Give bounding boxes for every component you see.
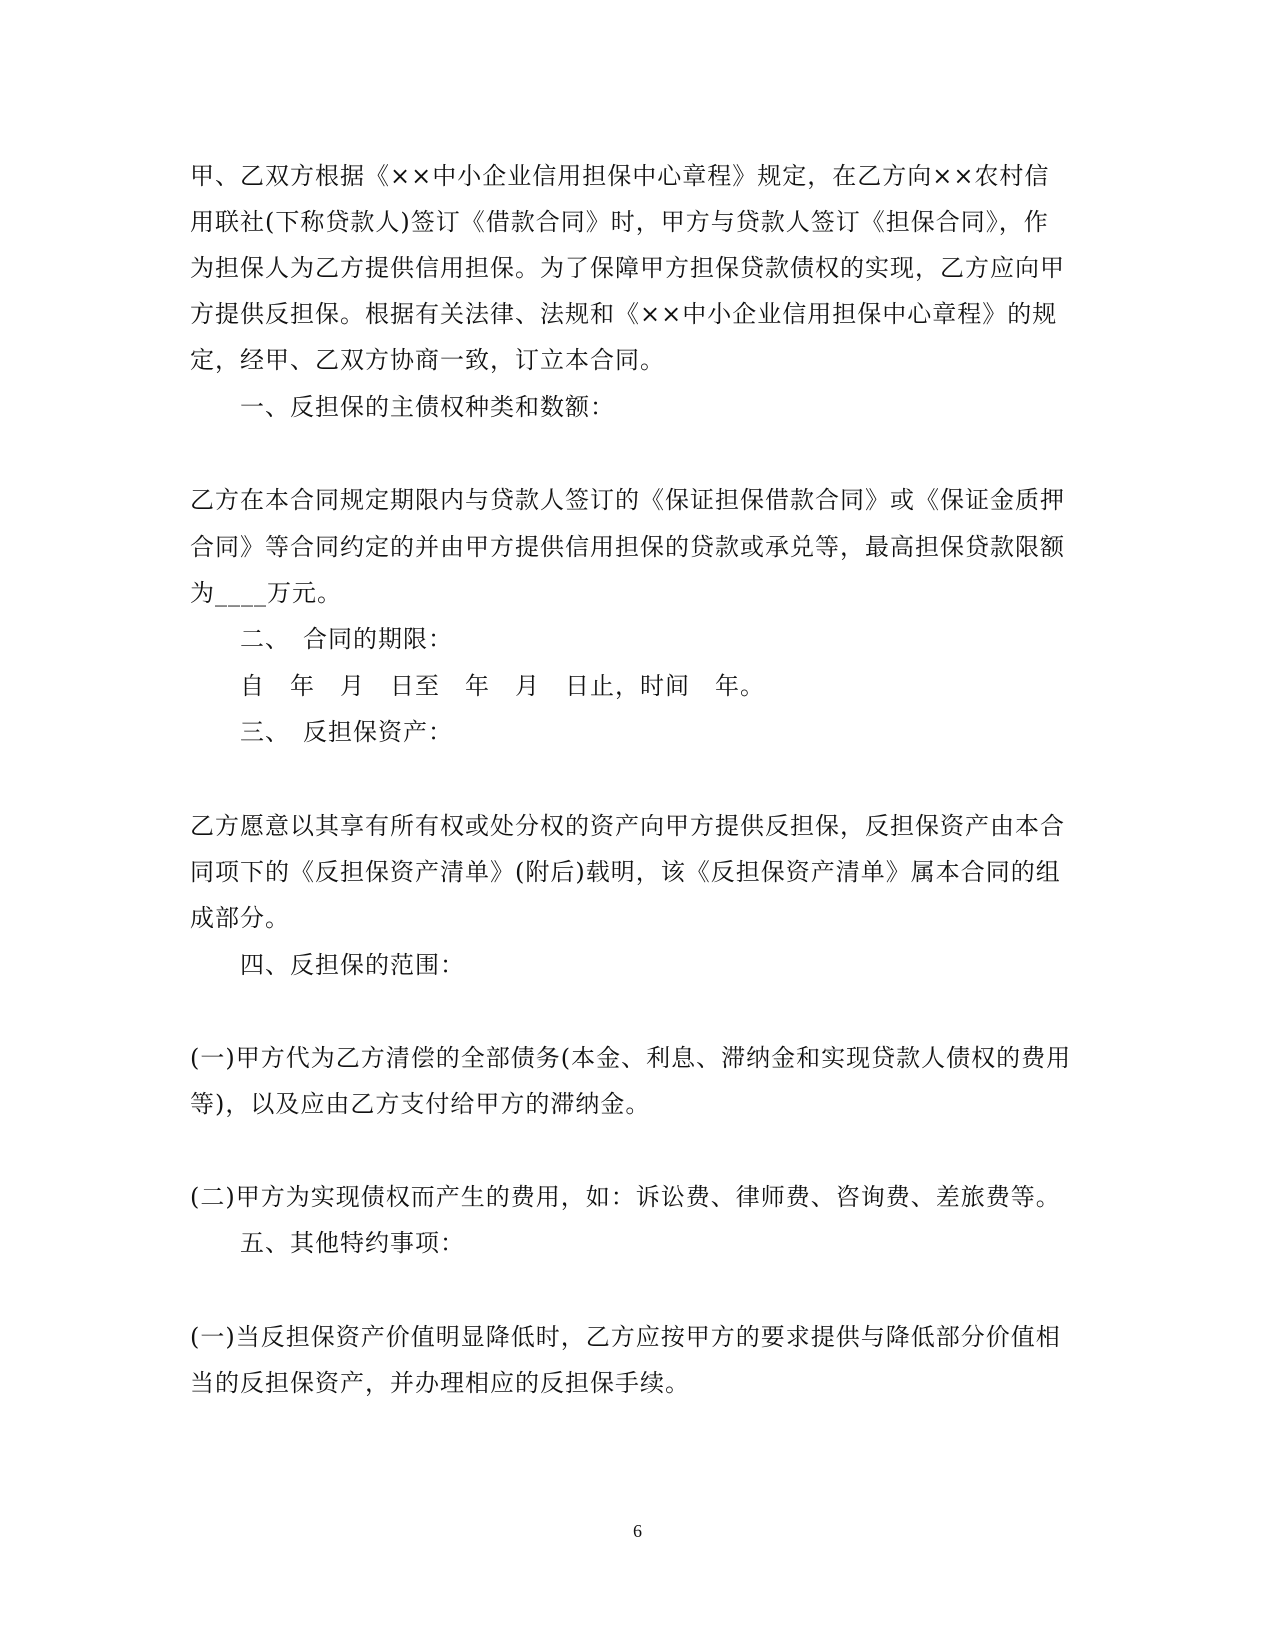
paragraph-line: 乙方愿意以其享有所有权或处分权的资产向甲方提供反担保，反担保资产由本合 (190, 812, 1065, 840)
paragraph-line: 合同》等合同约定的并由甲方提供信用担保的贷款或承兑等，最高担保贷款限额 (190, 533, 1065, 561)
paragraph-line: 为担保人为乙方提供信用担保。为了保障甲方担保贷款债权的实现，乙方应向甲 (190, 254, 1065, 282)
section-heading: 三、 反担保资产： (240, 718, 453, 746)
page-number: 6 (633, 1521, 642, 1541)
paragraph-line: 成部分。 (190, 904, 290, 932)
paragraph-line: 等)，以及应由乙方支付给甲方的滞纳金。 (190, 1090, 651, 1118)
paragraph-line: 当的反担保资产，并办理相应的反担保手续。 (190, 1369, 690, 1397)
paragraph-line: 同项下的《反担保资产清单》(附后)载明，该《反担保资产清单》属本合同的组 (190, 858, 1061, 886)
paragraph-line: 甲、乙双方根据《××中小企业信用担保中心章程》规定，在乙方向××农村信 (190, 162, 1050, 190)
paragraph-line: 定，经甲、乙双方协商一致，订立本合同。 (190, 346, 665, 374)
paragraph-line: 自 年 月 日至 年 月 日止，时间 年。 (240, 672, 765, 700)
paragraph-line: (一)当反担保资产价值明显降低时，乙方应按甲方的要求提供与降低部分价值相 (190, 1323, 1061, 1351)
paragraph-line: 方提供反担保。根据有关法律、法规和《××中小企业信用担保中心章程》的规 (190, 300, 1058, 328)
section-heading: 二、 合同的期限： (240, 625, 453, 653)
paragraph-line: 为____万元。 (190, 579, 342, 607)
section-heading: 四、反担保的范围： (240, 951, 465, 979)
paragraph-line: 乙方在本合同规定期限内与贷款人签订的《保证担保借款合同》或《保证金质押 (190, 486, 1065, 514)
paragraph-line: (一)甲方代为乙方清偿的全部债务(本金、利息、滞纳金和实现贷款人债权的费用 (190, 1044, 1072, 1072)
paragraph-line: (二)甲方为实现债权而产生的费用，如：诉讼费、律师费、咨询费、差旅费等。 (190, 1183, 1061, 1211)
section-heading: 一、反担保的主债权种类和数额： (240, 393, 615, 421)
section-heading: 五、其他特约事项： (240, 1229, 465, 1257)
paragraph-line: 用联社(下称贷款人)签订《借款合同》时，甲方与贷款人签订《担保合同》，作 (190, 208, 1049, 236)
